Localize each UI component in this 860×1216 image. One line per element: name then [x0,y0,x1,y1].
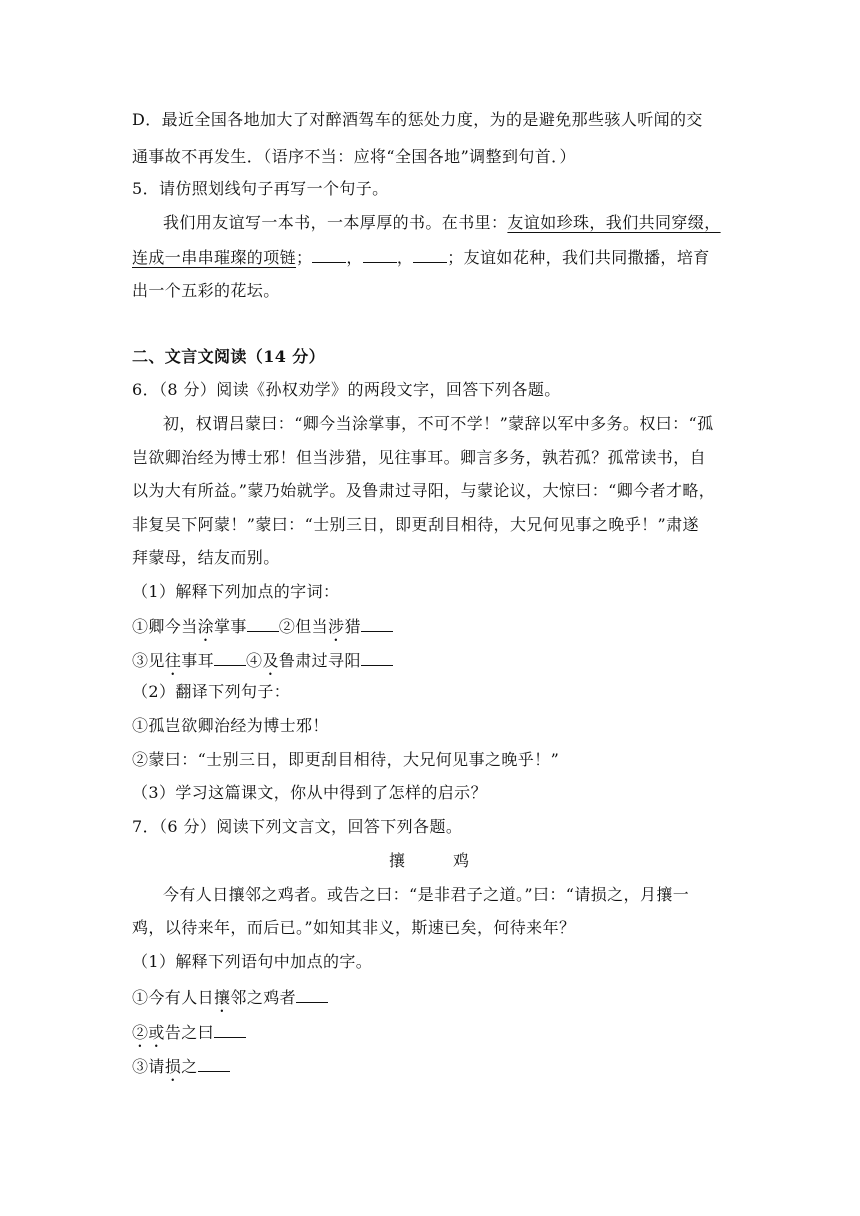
q6-sub1-a-dotted-char: 涂 [197,617,215,636]
q6-sub1-d-text: 鲁肃过寻阳 [278,651,361,670]
q5-comma: ， [396,248,414,267]
q7-sub1-c-dotted-char: 损 [164,1057,182,1076]
q6-sub2-item: ②蒙曰：“士别三日，即更刮目相待，大兄何见事之晚乎！” [132,750,560,769]
q6-sub1-c-dotted-char: 往 [164,651,182,670]
q6-sub1-c-blank[interactable] [214,649,246,666]
q6-passage-line: 拜蒙母，结友而别。 [132,548,280,567]
q5-answer-blank-2[interactable] [363,246,397,263]
q5-para-line1-pre: 我们用友谊写一本书，一本厚厚的书。在书里： [163,213,508,232]
q6-sub1-c-text: ③见 [132,651,165,670]
q5-separator: ； [296,248,313,267]
q7-sub1-a-blank[interactable] [296,986,328,1003]
q7-sub1-b-blank[interactable] [214,1021,246,1038]
q6-sub1-b-dotted-char: 涉 [328,617,345,636]
q7-sub1-a-text: 邻之鸡者 [230,988,297,1007]
q7-sub1-c-text: 之 [181,1057,198,1076]
q7-sub1-a-dotted-char: 攘 [214,988,231,1007]
q5-answer-blank-1[interactable] [312,246,346,263]
q7-sub1-c-text: ③请 [132,1057,165,1076]
option-d-line2: 通事故不再发生．（语序不当：应将“全国各地”调整到句首．） [132,147,576,166]
q7-passage-line: 鸡，以待来年，而后已。”如知其非义，斯速已矣，何待来年？ [132,918,576,937]
q7-sub1-row [132,1055,230,1085]
q7-title-char: 鸡 [453,851,470,870]
q5-stem: 5．请仿照划线句子再写一个句子。 [132,179,389,198]
q6-stem: 6．（8 分）阅读《孙权劝学》的两段文字，回答下列各题。 [132,380,561,399]
q6-sub1-a-text: 掌事 [214,617,247,636]
q6-sub1-row2 [132,649,393,679]
q6-passage-line: 初，权谓吕蒙曰：“卿今当涂掌事，不可不学！”蒙辞以军中多务。权曰：“孤 [163,414,714,433]
q7-sub1-b-dotted-char: ②或 [132,1023,165,1042]
q6-sub3-title: （3）学习这篇课文，你从中得到了怎样的启示？ [132,783,487,802]
q5-para-line2-post: ；友谊如花种，我们共同撒播，培育 [447,248,710,267]
q7-sub1-a-text: ①今有人日 [132,988,215,1007]
q5-underlined-sentence-part1: 友谊如珍珠，我们共同穿缀， [507,213,721,232]
q5-para-line1 [163,213,721,233]
q6-sub1-title: （1）解释下列加点的字词： [132,582,340,601]
option-d-line1: D．最近全国各地加大了对醉酒驾车的惩处力度，为的是避免那些骇人听闻的交 [132,110,703,129]
q6-passage-line: 以为大有所益。”蒙乃始就学。及鲁肃过寻阳，与蒙论议，大惊曰：“卿今者才略， [132,481,716,500]
q7-sub1-c-blank[interactable] [198,1055,230,1072]
q6-sub1-a-blank[interactable] [247,615,279,632]
q6-sub1-d-text: ④ [246,651,263,670]
q7-title-char: 攘 [389,851,406,870]
q6-sub1-d-dotted-char: 及 [262,651,279,670]
q6-sub1-b-blank[interactable] [361,615,393,632]
q6-sub2-title: （2）翻译下列句子： [132,682,291,701]
q7-sub1-row [132,1021,246,1051]
q6-sub1-b-text: 猎 [344,617,361,636]
q6-sub1-row1 [132,615,393,645]
q5-comma: ， [346,248,363,267]
q7-sub1-title: （1）解释下列语句中加点的字。 [132,952,373,971]
q7-passage-line: 今有人日攘邻之鸡者。或告之曰：“是非君子之道。”曰：“请损之，月攘一 [163,885,690,904]
section-heading: 二、文言文阅读（14 分） [132,347,326,366]
q6-sub1-d-blank[interactable] [361,649,393,666]
q6-sub1-a-text: ①卿今当 [132,617,198,636]
q6-passage-line: 岂欲卿治经为博士邪！但当涉猎，见往事耳。卿言多务，孰若孤？孤常读书，自 [132,448,707,467]
q7-sub1-row [132,986,328,1016]
q6-sub1-c-text: 事耳 [181,651,215,670]
q5-answer-blank-3[interactable] [413,246,447,263]
q6-sub1-b-text: ②但当 [278,617,329,636]
q5-para-line2 [132,246,710,268]
q7-stem: 7．（6 分）阅读下列文言文，回答下列各题。 [132,817,463,836]
q5-para-line3: 出一个五彩的花坛。 [132,281,280,300]
q6-passage-line: 非复吴下阿蒙！”蒙曰：“士别三日，即更刮目相待，大兄何见事之晚乎！”肃遂 [132,515,699,534]
q7-sub1-b-text: 告之曰 [164,1023,215,1042]
q5-underlined-sentence-part2: 连成一串串璀璨的项链 [132,248,297,267]
q6-sub2-item: ①孤岂欲卿治经为博士邪！ [132,716,329,735]
